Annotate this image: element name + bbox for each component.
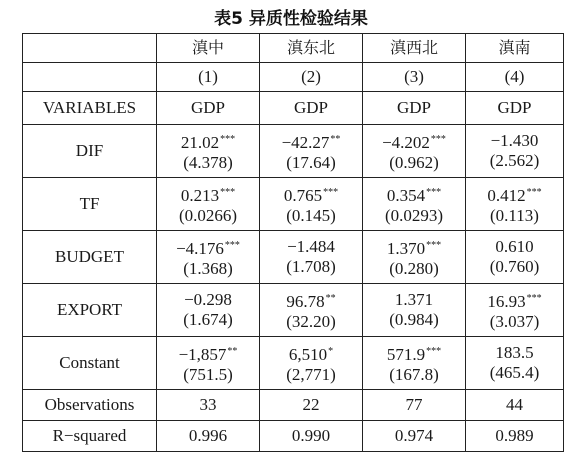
standard-error: (167.8) (389, 364, 439, 384)
coefficient-value-line (466, 131, 563, 151)
coefficient-cell (157, 337, 260, 390)
corner-cell (23, 63, 157, 92)
significance-stars: ** (227, 345, 238, 357)
row-label: Observations (23, 390, 157, 421)
standard-error: (0.280) (389, 258, 439, 278)
coefficient-value-line (260, 183, 362, 206)
coefficient-cell (260, 231, 363, 284)
row-label: BUDGET (23, 231, 157, 284)
significance-stars: *** (526, 292, 542, 304)
coefficient-row (23, 125, 564, 178)
coefficient-row (23, 178, 564, 231)
coefficient-value: 0.354 (386, 185, 426, 205)
coefficient-cell (157, 125, 260, 178)
row-label: DIF (23, 125, 157, 178)
column-header: 滇东北 (260, 34, 363, 63)
coefficient-value-line (260, 237, 362, 257)
coefficient-value: −0.298 (184, 290, 232, 309)
coefficient-value: −42.27 (281, 132, 330, 152)
coefficient-value: 0.213 (180, 185, 220, 205)
column-header: 滇西北 (363, 34, 466, 63)
coefficient-value: −1,857 (178, 344, 227, 364)
header-row-variables (23, 92, 564, 125)
coefficient-value: 6,510 (288, 344, 328, 364)
significance-stars: *** (426, 239, 442, 251)
coefficient-value: −1.484 (287, 237, 335, 256)
coefficient-cell (363, 337, 466, 390)
rsquared-value: 0.974 (363, 421, 466, 452)
header-row-regions (23, 34, 564, 63)
row-label: VARIABLES (23, 92, 157, 125)
significance-stars: *** (430, 133, 446, 145)
coefficient-value: 0.765 (283, 185, 323, 205)
standard-error: (32.20) (286, 311, 336, 331)
coefficient-value: 0.412 (487, 185, 526, 205)
observations-value: 22 (260, 390, 363, 421)
coefficient-cell (466, 284, 564, 337)
standard-error: (1.708) (286, 257, 336, 276)
coefficient-row (23, 231, 564, 284)
corner-cell (23, 34, 157, 63)
row-label: TF (23, 178, 157, 231)
standard-error: (2.562) (489, 151, 540, 170)
coefficient-value-line (466, 289, 563, 312)
standard-error: (465.4) (489, 363, 540, 382)
standard-error: (3.037) (489, 311, 540, 331)
coefficient-value: 96.78 (286, 291, 325, 311)
column-number: (2) (260, 63, 363, 92)
observations-value: 33 (157, 390, 260, 421)
standard-error: (0.0266) (178, 205, 238, 225)
column-number: (1) (157, 63, 260, 92)
rsquared-row (23, 421, 564, 452)
dependent-variable: GDP (466, 92, 564, 125)
significance-stars: *** (323, 186, 339, 198)
coefficient-value: 21.02 (180, 132, 220, 152)
coefficient-value-line (363, 183, 465, 206)
significance-stars: *** (526, 186, 542, 198)
dependent-variable: GDP (157, 92, 260, 125)
table-title: 表5 异质性检验结果 (214, 9, 368, 29)
regression-table (22, 33, 564, 452)
coefficient-value-line (466, 343, 563, 363)
coefficient-cell (466, 231, 564, 284)
coefficient-value-line (157, 236, 259, 259)
coefficient-value: −4.202 (382, 132, 430, 152)
observations-row (23, 390, 564, 421)
coefficient-value-line (363, 130, 465, 153)
coefficient-value: −4.176 (176, 238, 224, 258)
standard-error: (751.5) (183, 364, 233, 384)
rsquared-value: 0.996 (157, 421, 260, 452)
significance-stars: *** (426, 345, 442, 357)
coefficient-cell (260, 337, 363, 390)
coefficient-value-line (157, 130, 259, 153)
coefficient-row (23, 337, 564, 390)
coefficient-cell (260, 125, 363, 178)
coefficient-value: 0.610 (495, 237, 534, 256)
coefficient-row (23, 284, 564, 337)
column-header: 滇南 (466, 34, 564, 63)
significance-stars: *** (220, 186, 236, 198)
row-label: Constant (23, 337, 157, 390)
column-number: (4) (466, 63, 564, 92)
standard-error: (4.378) (183, 152, 233, 172)
coefficient-value-line (363, 236, 465, 259)
row-label: R−squared (23, 421, 157, 452)
row-label: EXPORT (23, 284, 157, 337)
coefficient-value-line (157, 342, 259, 365)
coefficient-value: 1.370 (386, 238, 426, 258)
coefficient-value-line (157, 183, 259, 206)
coefficient-value-line (157, 290, 259, 310)
standard-error: (0.113) (490, 205, 539, 225)
header-row-numbers (23, 63, 564, 92)
observations-value: 44 (466, 390, 564, 421)
coefficient-value-line (260, 342, 362, 365)
standard-error: (0.984) (389, 310, 439, 329)
rsquared-value: 0.989 (466, 421, 564, 452)
coefficient-value: 183.5 (495, 343, 534, 362)
coefficient-cell (363, 284, 466, 337)
standard-error: (0.962) (389, 152, 439, 172)
coefficient-cell (466, 337, 564, 390)
coefficient-cell (157, 284, 260, 337)
standard-error: (1.674) (183, 310, 233, 329)
coefficient-value: 1.371 (394, 290, 434, 309)
column-number: (3) (363, 63, 466, 92)
coefficient-cell (260, 284, 363, 337)
observations-value: 77 (363, 390, 466, 421)
significance-stars: *** (426, 186, 442, 198)
standard-error: (0.145) (286, 205, 336, 225)
coefficient-value: 571.9 (386, 344, 426, 364)
coefficient-cell (260, 178, 363, 231)
significance-stars: *** (220, 133, 236, 145)
coefficient-cell (363, 125, 466, 178)
significance-stars: ** (330, 133, 341, 145)
coefficient-value: −1.430 (490, 131, 539, 150)
coefficient-cell (157, 178, 260, 231)
coefficient-value-line (363, 342, 465, 365)
coefficient-value: 16.93 (487, 291, 526, 311)
standard-error: (17.64) (286, 152, 336, 172)
coefficient-cell (157, 231, 260, 284)
standard-error: (2,771) (286, 364, 336, 384)
coefficient-cell (466, 125, 564, 178)
standard-error: (0.0293) (384, 205, 444, 225)
coefficient-cell (363, 178, 466, 231)
coefficient-cell (363, 231, 466, 284)
coefficient-value-line (260, 289, 362, 312)
coefficient-cell (466, 178, 564, 231)
dependent-variable: GDP (363, 92, 466, 125)
rsquared-value: 0.990 (260, 421, 363, 452)
coefficient-value-line (260, 130, 362, 153)
standard-error: (0.760) (489, 257, 540, 276)
coefficient-value-line (363, 290, 465, 310)
significance-stars: *** (224, 239, 240, 251)
significance-stars: ** (325, 292, 336, 304)
standard-error: (1.368) (183, 258, 233, 278)
coefficient-value-line (466, 237, 563, 257)
significance-stars: * (328, 345, 334, 357)
dependent-variable: GDP (260, 92, 363, 125)
column-header: 滇中 (157, 34, 260, 63)
coefficient-value-line (466, 183, 563, 206)
